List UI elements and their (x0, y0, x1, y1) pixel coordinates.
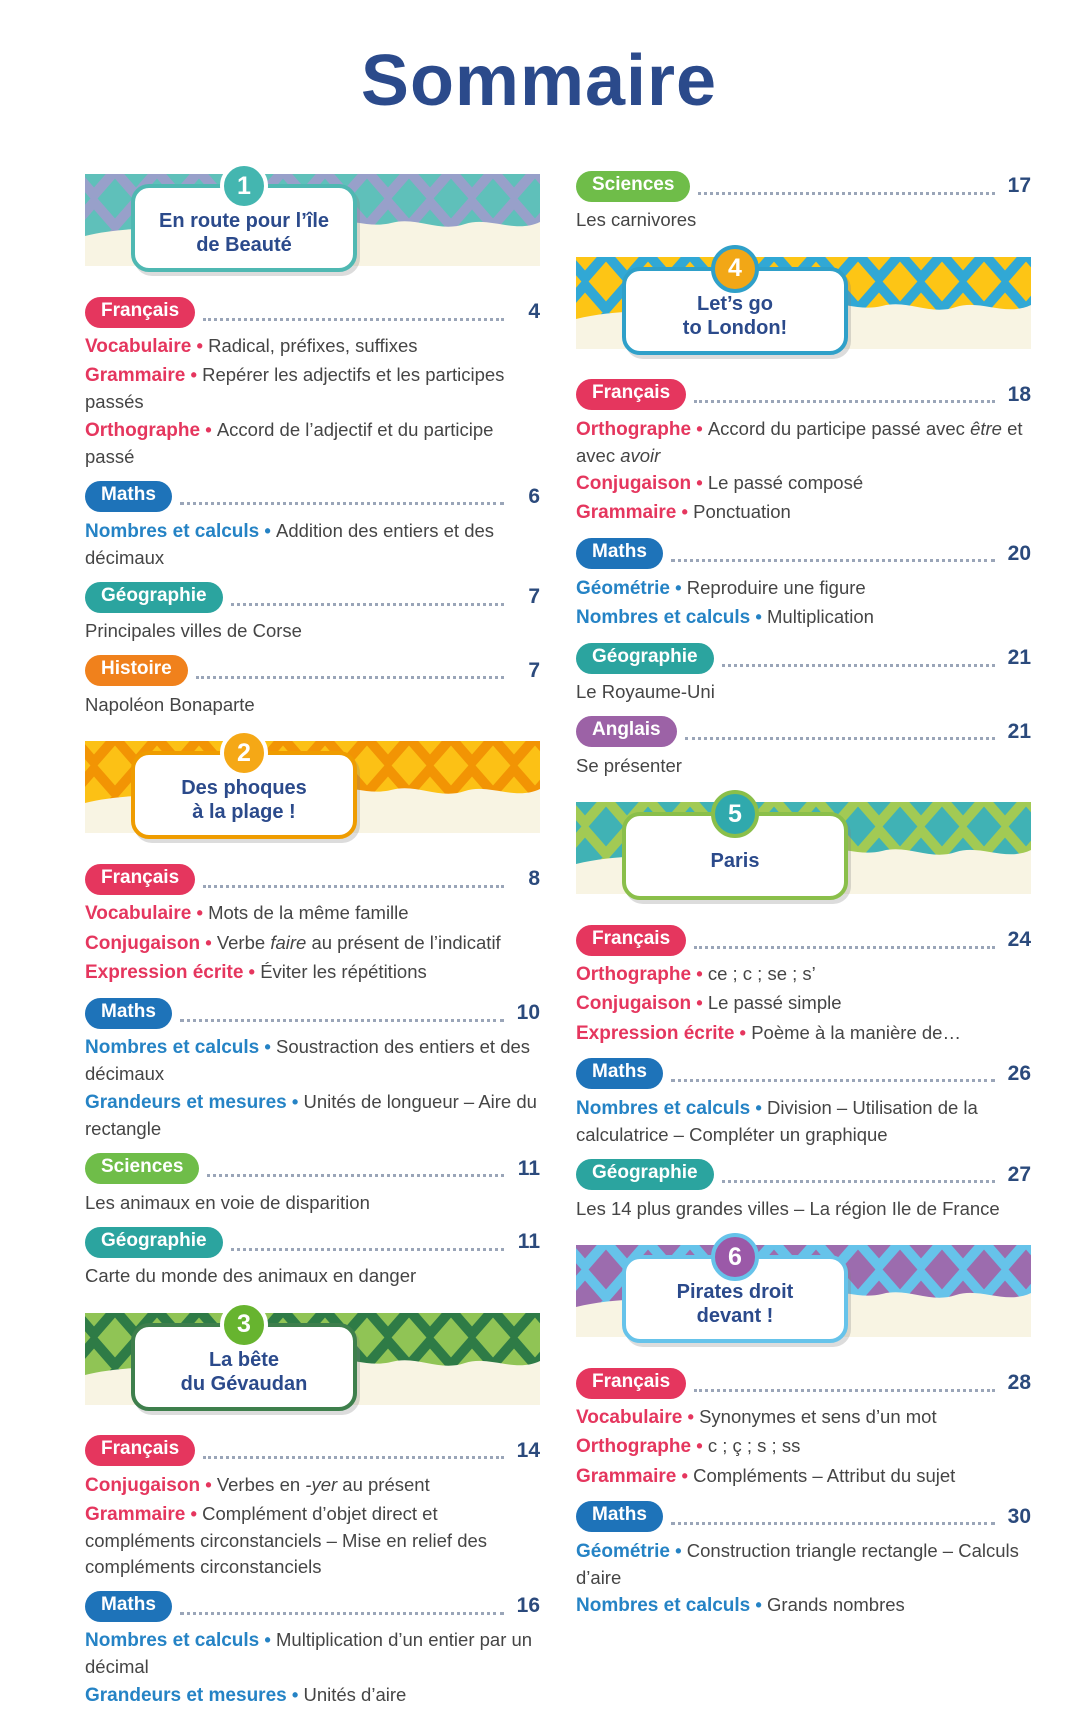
topic-text: Éviter les répétitions (260, 960, 427, 982)
subject-pill-sciences: Sciences (85, 1153, 199, 1184)
toc-entry-francais (576, 1365, 1031, 1490)
toc-columns (0, 168, 1078, 1718)
dotted-leader (231, 603, 504, 606)
subject-pill-geographie: Géographie (85, 582, 223, 613)
page-number: 14 (516, 1438, 540, 1462)
dotted-leader (196, 676, 504, 679)
bullet-separator: • (200, 931, 217, 953)
unit-title-line: La bête (208, 1348, 279, 1371)
unit-title (181, 1348, 308, 1396)
topic-line (576, 1404, 1031, 1431)
dotted-leader (203, 885, 504, 888)
subject-pill-maths: Maths (85, 1591, 172, 1622)
page-title: Sommaire (360, 41, 718, 121)
topic-text: ce ; c ; se ; s’ (707, 963, 816, 985)
dotted-leader (180, 1019, 504, 1022)
unit-title-line: du Gévaudan (180, 1372, 308, 1395)
bullet-separator: • (185, 1502, 203, 1524)
topic-line (576, 499, 1031, 526)
topic-text: Soustraction des entiers et des décimaux (85, 1036, 531, 1085)
topic-text: Accord du participe passé avec (707, 417, 971, 439)
topic-text: Unités d’aire (303, 1683, 407, 1705)
topic-line (576, 575, 1031, 602)
unit-banner-1 (85, 168, 540, 272)
topic-line (85, 692, 540, 718)
bullet-separator: • (691, 1435, 708, 1457)
topic-line (576, 961, 1031, 988)
page-number: 16 (516, 1594, 540, 1618)
topic-line (85, 417, 540, 470)
unit-card (131, 171, 357, 272)
unit-card (131, 738, 357, 839)
topic-text: Les carnivores (576, 209, 697, 230)
unit-number-badge: 1 (220, 162, 268, 210)
unit-card (622, 799, 848, 900)
toc-entry-geographie (576, 1157, 1031, 1222)
entry-header (576, 1157, 1031, 1193)
unit-card (622, 1242, 848, 1343)
skill-label: Conjugaison (85, 932, 201, 954)
entry-header (85, 1433, 540, 1469)
entry-header (576, 377, 1031, 413)
entry-header (85, 861, 540, 897)
toc-entry-francais (85, 294, 540, 470)
topic-text: Le passé simple (707, 992, 842, 1014)
entry-header (576, 1056, 1031, 1092)
dotted-leader (698, 192, 995, 195)
topic-line (85, 1089, 540, 1142)
skill-label: Grammaire (85, 365, 186, 387)
subject-pill-histoire: Histoire (85, 655, 188, 686)
toc-entry-francais (576, 377, 1031, 527)
toc-entry-maths (576, 1499, 1031, 1620)
topic-text: Le passé composé (707, 472, 864, 494)
subject-pill-maths: Maths (576, 1501, 663, 1532)
entry-header (85, 1151, 540, 1187)
topic-line (576, 753, 1031, 779)
skill-label: Orthographe (576, 418, 692, 440)
bullet-separator: • (669, 1539, 687, 1561)
toc-entry-anglais (576, 714, 1031, 779)
skill-label: Nombres et calculs (576, 1595, 751, 1617)
dotted-leader (203, 1456, 504, 1459)
toc-entry-histoire (85, 653, 540, 718)
bullet-separator: • (750, 605, 768, 627)
entry-header (85, 1588, 540, 1624)
unit-banner-5 (576, 796, 1031, 900)
unit-banner-3 (85, 1307, 540, 1411)
topic-line (85, 1034, 540, 1087)
entry-header (576, 168, 1031, 204)
unit-title-line: devant ! (696, 1305, 774, 1328)
bullet-separator: • (243, 960, 261, 982)
bullet-separator: • (750, 1096, 768, 1118)
page-number: 21 (1007, 646, 1031, 670)
skill-label: Conjugaison (85, 1474, 201, 1496)
dotted-leader (671, 559, 995, 562)
topic-text: Verbe (216, 931, 271, 953)
topic-text: Ponctuation (693, 501, 791, 523)
page-number: 8 (528, 867, 540, 891)
topic-line (576, 1020, 1031, 1047)
topic-line (576, 990, 1031, 1017)
bullet-separator: • (259, 519, 277, 541)
entry-header (85, 653, 540, 689)
bullet-separator: • (734, 1021, 752, 1043)
topic-text: Multiplication (767, 605, 874, 627)
topic-line (576, 1463, 1031, 1490)
entry-header (576, 1499, 1031, 1535)
subject-pill-geographie: Géographie (85, 1227, 223, 1258)
skill-label: Grammaire (576, 1465, 677, 1487)
skill-label: Vocabulaire (85, 336, 192, 357)
subject-pill-maths: Maths (576, 538, 663, 569)
topic-line (576, 470, 1031, 497)
unit-card (622, 254, 848, 355)
bullet-separator: • (750, 1594, 768, 1616)
entry-header (576, 714, 1031, 750)
topic-text: Accord de l’adjectif et du participe passé (85, 418, 494, 468)
entry-header (85, 1224, 540, 1260)
topic-line (576, 416, 1031, 469)
unit-number-badge: 6 (711, 1233, 759, 1281)
unit-title-line: to London! (682, 316, 788, 339)
bullet-separator: • (191, 902, 209, 924)
topic-text: Compléments – Attribut du sujet (693, 1464, 956, 1486)
unit-title (159, 209, 329, 257)
skill-label: Expression écrite (85, 961, 244, 983)
topic-text: faire (270, 931, 307, 953)
skill-label: Géométrie (576, 1540, 670, 1562)
page-number: 11 (517, 1230, 540, 1254)
topic-text: Repérer les adjectifs et les participes passés (85, 364, 505, 413)
toc-entry-francais (576, 922, 1031, 1047)
entry-header (85, 995, 540, 1031)
unit-title-line: Pirates droit (676, 1281, 794, 1304)
bullet-separator: • (676, 501, 694, 523)
topic-line (85, 1682, 540, 1709)
topic-text: -yer (305, 1473, 338, 1495)
entry-header (85, 579, 540, 615)
page-number: 10 (516, 1001, 540, 1025)
unit-title-line: Let’s go (697, 292, 773, 315)
skill-label: Conjugaison (576, 473, 692, 495)
toc-entry-maths (85, 1588, 540, 1709)
bullet-separator: • (200, 418, 217, 440)
page-number: 6 (528, 484, 540, 508)
skill-label: Vocabulaire (576, 1407, 683, 1429)
entry-header (576, 922, 1031, 958)
skill-label: Nombres et calculs (85, 1630, 260, 1652)
skill-label: Orthographe (576, 964, 692, 986)
skill-label: Nombres et calculs (85, 520, 260, 542)
page-number: 7 (528, 658, 540, 682)
topic-text: et avec (576, 417, 1023, 466)
topic-text: Principales villes de Corse (85, 620, 302, 642)
topic-line (85, 333, 540, 360)
bullet-separator: • (191, 335, 209, 356)
toc-entry-geographie (85, 579, 540, 644)
topic-text: Napoléon Bonaparte (85, 693, 255, 715)
unit-banner-6 (576, 1239, 1031, 1343)
bullet-separator: • (286, 1090, 304, 1112)
subject-pill-anglais: Anglais (576, 716, 677, 747)
topic-line (85, 362, 540, 415)
unit-title-line: à la plage ! (192, 801, 296, 824)
entry-header (85, 479, 540, 515)
topic-text: Verbes en (216, 1473, 306, 1495)
toc-column-left (85, 168, 540, 1718)
page-number: 21 (1007, 719, 1031, 743)
topic-text: Unités de longueur – Aire du rectangle (85, 1090, 537, 1140)
topic-line (85, 618, 540, 644)
entry-header (576, 640, 1031, 676)
topic-text: Poème à la manière de… (751, 1021, 961, 1043)
unit-title (683, 292, 787, 340)
unit-number-badge: 5 (711, 790, 759, 838)
dotted-leader (180, 502, 504, 505)
topic-line (576, 1196, 1031, 1222)
unit-title-line: Des phoques (181, 777, 307, 800)
topic-text: Synonymes et sens d’un mot (699, 1406, 937, 1428)
subject-pill-geographie: Géographie (576, 643, 714, 674)
unit-number-badge: 4 (711, 245, 759, 293)
bullet-separator: • (691, 417, 708, 439)
topic-line (576, 1433, 1031, 1460)
toc-entry-francais (85, 1433, 540, 1579)
subject-pill-francais: Français (85, 1435, 195, 1466)
dotted-leader (722, 1180, 995, 1183)
topic-text: Complément d’objet direct et compléments circonstanciels – Mise en relief des compléments circonstanciels (85, 1502, 488, 1577)
toc-entry-maths (576, 1056, 1031, 1148)
subject-pill-maths: Maths (85, 998, 172, 1029)
entry-header (576, 536, 1031, 572)
topic-text: au présent (337, 1473, 430, 1495)
unit-title-line: de Beauté (196, 234, 292, 256)
skill-label: Conjugaison (576, 993, 692, 1015)
unit-banner-4 (576, 251, 1031, 355)
topic-text: Se présenter (576, 754, 682, 776)
skill-label: Orthographe (85, 419, 201, 441)
bullet-separator: • (676, 1464, 694, 1486)
topic-text: être (970, 417, 1002, 439)
bullet-separator: • (259, 1629, 277, 1651)
unit-number-badge: 3 (220, 1301, 268, 1349)
topic-line (85, 959, 540, 986)
unit-number-badge: 2 (220, 729, 268, 777)
topic-line (85, 1190, 540, 1216)
subject-pill-sciences: Sciences (576, 171, 690, 202)
topic-line (85, 1472, 540, 1499)
skill-label: Grammaire (85, 1503, 186, 1525)
topic-text: Les animaux en voie de disparition (85, 1191, 370, 1213)
bullet-separator: • (691, 963, 708, 985)
entry-header (85, 294, 540, 330)
bullet-separator: • (259, 1036, 277, 1058)
dotted-leader (231, 1248, 504, 1251)
toc-entry-maths (85, 479, 540, 571)
bullet-separator: • (682, 1406, 700, 1428)
topic-line (576, 679, 1031, 705)
topic-line (576, 207, 1031, 233)
skill-label: Nombres et calculs (576, 1097, 751, 1119)
page-number: 17 (1007, 174, 1031, 197)
bullet-separator: • (669, 576, 687, 598)
page-number: 4 (528, 300, 540, 323)
subject-pill-maths: Maths (576, 1058, 663, 1089)
dotted-leader (722, 664, 995, 667)
subject-pill-francais: Français (85, 297, 195, 328)
topic-line (85, 1627, 540, 1680)
dotted-leader (207, 1174, 504, 1177)
page-number: 28 (1007, 1371, 1031, 1395)
toc-column-right (576, 168, 1031, 1718)
dotted-leader (203, 318, 504, 321)
skill-label: Grandeurs et mesures (85, 1091, 287, 1113)
topic-text: Radical, préfixes, suffixes (208, 335, 418, 356)
topic-text: Carte du monde des animaux en danger (85, 1265, 417, 1287)
toc-entry-maths (576, 536, 1031, 631)
subject-pill-geographie: Géographie (576, 1159, 714, 1190)
skill-label: Grandeurs et mesures (85, 1684, 287, 1706)
unit-banner-2 (85, 735, 540, 839)
topic-text: Addition des entiers et des décimaux (85, 519, 495, 568)
dotted-leader (694, 1389, 995, 1392)
topic-text: Grands nombres (767, 1594, 905, 1616)
page-number: 18 (1007, 382, 1031, 406)
skill-label: Vocabulaire (85, 903, 192, 925)
subject-pill-francais: Français (576, 1368, 686, 1399)
unit-title-line: Paris (710, 850, 760, 873)
topic-line (85, 1263, 540, 1289)
subject-pill-francais: Français (576, 925, 686, 956)
bullet-separator: • (286, 1683, 304, 1705)
dotted-leader (180, 1612, 504, 1615)
dotted-leader (694, 400, 995, 403)
dotted-leader (671, 1079, 995, 1082)
skill-label: Expression écrite (576, 1022, 735, 1044)
subject-pill-francais: Français (576, 379, 686, 410)
unit-title (677, 1280, 794, 1328)
unit-title (711, 849, 760, 873)
topic-text: Reproduire une figure (686, 576, 866, 598)
page-number: 7 (528, 585, 540, 609)
skill-label: Géométrie (576, 577, 670, 599)
skill-label: Grammaire (576, 502, 677, 524)
topic-text: Mots de la même famille (208, 902, 409, 924)
toc-entry-maths (85, 995, 540, 1141)
toc-entry-francais (85, 861, 540, 986)
topic-line (576, 1095, 1031, 1148)
dotted-leader (694, 946, 995, 949)
toc-entry-geographie (85, 1224, 540, 1289)
topic-line (85, 518, 540, 571)
topic-line (85, 1501, 540, 1579)
bullet-separator: • (691, 992, 708, 1014)
skill-label: Nombres et calculs (576, 606, 751, 628)
unit-title-line: En route pour l’île (158, 210, 329, 232)
topic-line (85, 930, 540, 957)
page-number: 30 (1007, 1504, 1031, 1528)
topic-line (576, 1538, 1031, 1591)
topic-line (576, 604, 1031, 631)
entry-header (576, 1365, 1031, 1401)
page-number: 27 (1007, 1162, 1031, 1186)
topic-line (576, 1592, 1031, 1619)
page-number: 11 (517, 1156, 540, 1180)
topic-text: c ; ç ; s ; ss (707, 1435, 801, 1457)
dotted-leader (685, 737, 995, 740)
topic-text: Construction triangle rectangle – Calculs d’aire (576, 1539, 1019, 1588)
skill-label: Nombres et calculs (85, 1037, 260, 1059)
topic-line (85, 900, 540, 927)
topic-text: au présent de l’indicatif (306, 931, 501, 953)
bullet-separator: • (200, 1473, 217, 1495)
unit-card (131, 1310, 357, 1411)
page-number: 24 (1007, 928, 1031, 952)
subject-pill-maths: Maths (85, 481, 172, 512)
toc-entry-sciences (576, 168, 1031, 233)
skill-label: Orthographe (576, 1436, 692, 1458)
bullet-separator: • (185, 364, 203, 386)
topic-text: Multiplication d’un entier par un décimal (85, 1629, 533, 1678)
bullet-separator: • (691, 472, 708, 494)
toc-entry-geographie (576, 640, 1031, 705)
page-number: 20 (1007, 541, 1031, 565)
toc-entry-sciences (85, 1151, 540, 1216)
page-number: 26 (1007, 1061, 1031, 1085)
topic-text: Les 14 plus grandes villes – La région Ile de France (576, 1197, 1000, 1219)
topic-text: Le Royaume-Uni (576, 681, 715, 703)
subject-pill-francais: Français (85, 864, 195, 895)
topic-text: avoir (620, 444, 661, 466)
dotted-leader (671, 1522, 995, 1525)
unit-title (181, 776, 307, 824)
topic-text: Division – Utilisation de la calculatrice – Compléter un graphique (576, 1096, 978, 1146)
